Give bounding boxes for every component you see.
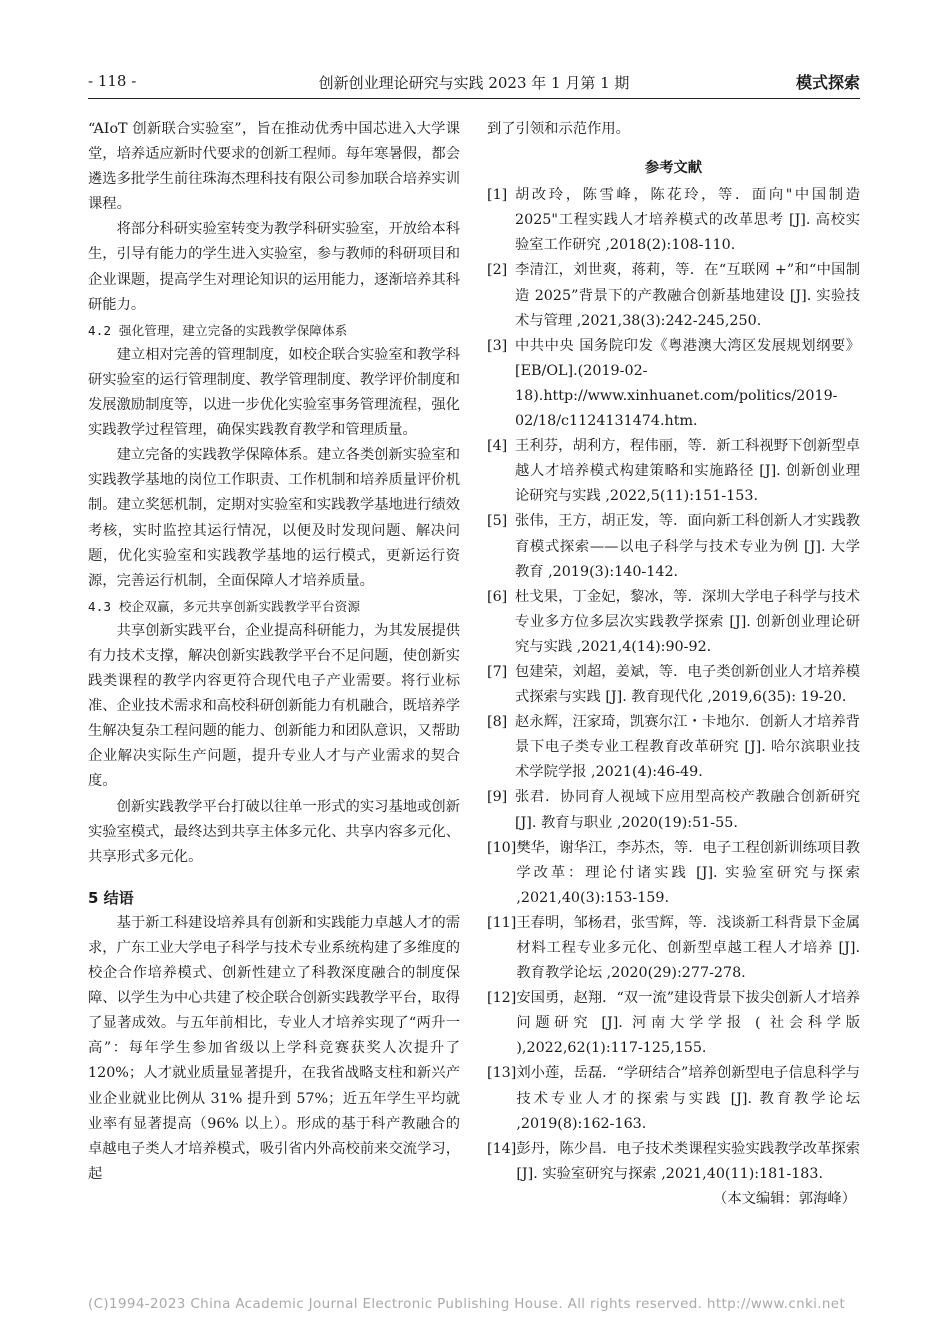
reference-number: [1] bbox=[487, 187, 508, 204]
right-column bbox=[487, 117, 860, 1212]
reference-number: [10] bbox=[487, 839, 517, 856]
reference-number: [6] bbox=[487, 588, 508, 605]
reference-text: 刘小莲，岳磊．“学研结合”培养创新型电子信息科学与技术专业人才的探索与实践 [J]. 教育教学论坛 ,2019(8):162-163. bbox=[516, 1065, 860, 1132]
reference-text: 胡改玲，陈雪峰，陈花玲，等．面向"中国制造2025"工程实践人才培养模式的改革思考 [J]. 高校实验室工作研究 ,2018(2):108-110. bbox=[515, 187, 860, 254]
paragraph: 将部分科研实验室转变为教学科研实验室，开放给本科生，引导有能力的学生进入实验室，参与教师的科研项目和企业课题，提高学生对理论知识的运用能力，逐渐培养其科研能力。 bbox=[88, 221, 460, 313]
reference-item bbox=[487, 1061, 860, 1136]
reference-text: 李清江，刘世爽，蒋莉，等．在“互联网 +”和“中国制造 2025”背景下的产教融合创新基地建设 [J]. 实验技术与管理 ,2021,38(3):242-245,250. bbox=[515, 262, 860, 329]
reference-number: [4] bbox=[487, 438, 508, 455]
page-number: - 118 - bbox=[88, 72, 137, 90]
section-heading-conclusion: 5 结语 bbox=[88, 888, 134, 907]
reference-text: 王利芬，胡利方，程伟丽，等．新工科视野下创新型卓越人才培养模式构建策略和实施路径 [J]. 创新创业理论研究与实践 ,2022,5(11):151-153. bbox=[515, 438, 860, 505]
subsection-heading-4-2: 4.2 强化管理，建立完备的实践教学保障体系 bbox=[88, 322, 348, 338]
page-header bbox=[88, 70, 860, 99]
paragraph: 基于新工科建设培养具有创新和实践能力卓越人才的需求，广东工业大学电子科学与技术专业系统构建了多维度的校企合作培养模式、创新性建立了科教深度融合的制度保障、以学生为中心共建了校企联合创新实践教学平台，取得了显著成效。与五年前相比，专业人才培养实现了“两升一高”：每年学生参加省级以上学科竞赛获奖人次提升了 120%；人才就业质量显著提升，在我省战略支柱和新兴产业企业就业比例从 31% 提升到 57%；近五年学生平均就业率有显著提高（96% 以上）。形成的基于科产教融合的卓越电子类人才培养模式，吸引省内外高校前来交流学习，起 bbox=[88, 914, 460, 1182]
reference-text: 王春明，邹杨君，张雪辉，等．浅谈新工科背景下金属材料工程专业多元化、创新型卓越工程人才培养 [J]. 教育教学论坛 ,2020(29):277-278. bbox=[516, 914, 860, 982]
references-heading: 参考文献 bbox=[644, 160, 703, 177]
reference-item bbox=[487, 585, 860, 660]
reference-number: [5] bbox=[487, 513, 508, 530]
reference-item bbox=[487, 434, 860, 509]
reference-item bbox=[487, 710, 860, 785]
reference-item bbox=[487, 258, 860, 333]
reference-text: 杜戈果，丁金妃，黎冰，等．深圳大学电子科学与技术专业多方位多层次实践教学探索 [J]. 创新创业理论研究与实践 ,2021,4(14):90-92. bbox=[515, 588, 860, 655]
reference-number: [12] bbox=[487, 990, 517, 1007]
reference-item bbox=[487, 911, 860, 986]
reference-item bbox=[487, 183, 860, 258]
subsection-heading-4-3: 4.3 校企双赢，多元共享创新实践教学平台资源 bbox=[88, 598, 361, 614]
section-title: 模式探索 bbox=[795, 73, 860, 92]
reference-item bbox=[487, 509, 860, 584]
reference-text: 赵永辉，汪家琦，凯赛尔江・卡地尔．创新人才培养背景下电子类专业工程教育改革研究 [J]. 哈尔滨职业技术学院学报 ,2021(4):46-49. bbox=[515, 714, 860, 781]
reference-number: [14] bbox=[487, 1140, 517, 1157]
reference-number: [3] bbox=[487, 337, 508, 354]
reference-text: 张君．协同育人视域下应用型高校产教融合创新研究 [J]. 教育与职业 ,2020(19):51-55. bbox=[515, 789, 860, 831]
reference-number: [8] bbox=[487, 714, 508, 731]
reference-item bbox=[487, 334, 860, 434]
reference-text: 安国勇，赵翔．“双一流”建设背景下拔尖创新人才培养问题研究 [J]. 河南大学学报 ( 社会科学版 ),2022,62(1):117-125,155. bbox=[516, 990, 860, 1057]
reference-number: [11] bbox=[487, 914, 517, 931]
reference-item bbox=[487, 986, 860, 1061]
copyright-footer: (C)1994-2023 China Academic Journal Electronic Publishing House. All rights reserved. http://www.cnki.net bbox=[88, 1296, 846, 1312]
reference-text: 中共中央 国务院印发《粤港澳大湾区发展规划纲要》[EB/OL].(2019-02-18).http://www.xinhuanet.com/politics/2019-02/18/c1124131474.htm. bbox=[515, 337, 860, 430]
paragraph: 共享创新实践平台，企业提高科研能力，为其发展提供有力技术支撑，解决创新实践教学平台不足问题，使创新实践类课程的教学内容更符合现代电子产业需要。将行业标准、企业技术需求和高校科研创新能力有机融合，既培养学生解决复杂工程问题的能力、创新能力和团队意识，又帮助企业解决实际生产问题，提升专业人才与产业需求的契合度。 bbox=[88, 622, 460, 790]
reference-text: 彭丹，陈少昌．电子技术类课程实验实践教学改革探索 [J]. 实验室研究与探索 ,2021,40(11):181-183. bbox=[516, 1140, 860, 1182]
reference-item bbox=[487, 836, 860, 911]
reference-item bbox=[487, 1137, 860, 1187]
left-column bbox=[88, 117, 460, 1187]
reference-number: [13] bbox=[487, 1065, 517, 1082]
paragraph: 创新实践教学平台打破以往单一形式的实习基地或创新实验室模式，最终达到共享主体多元化、共享内容多元化、共享形式多元化。 bbox=[88, 798, 460, 865]
reference-number: [7] bbox=[487, 663, 508, 680]
reference-text: 樊华，谢华江，李苏杰，等．电子工程创新训练项目教学改革：理论付诸实践 [J]. 实验室研究与探索 ,2021,40(3):153-159. bbox=[516, 839, 860, 906]
reference-item bbox=[487, 785, 860, 835]
journal-title: 创新创业理论研究与实践 2023 年 1 月第 1 期 bbox=[318, 74, 630, 92]
reference-text: 包建荣，刘超，姜斌，等．电子类创新创业人才培养模式探索与实践 [J]. 教育现代化 ,2019,6(35): 19-20. bbox=[515, 663, 860, 706]
reference-number: [2] bbox=[487, 262, 508, 279]
reference-number: [9] bbox=[487, 789, 508, 806]
paragraph: “AIoT 创新联合实验室”，旨在推动优秀中国芯进入大学课堂，培养适应新时代要求的创新工程师。每年寒暑假，都会遴选多批学生前往珠海杰理科技有限公司参加联合培养实训课程。 bbox=[88, 121, 460, 213]
paragraph: 建立相对完善的管理制度，如校企联合实验室和教学科研实验室的运行管理制度、教学管理制度、教学评价制度和发展激励制度等，以进一步优化实验室事务管理流程，强化实践教学过程管理，确保实践教育教学和管理质量。 bbox=[88, 346, 460, 439]
reference-item bbox=[487, 660, 860, 710]
editor-note: （本文编辑：郭海峰） bbox=[713, 1190, 856, 1207]
paragraph: 建立完备的实践教学保障体系。建立各类创新实验室和实践教学基地的岗位工作职责、工作机制和培养质量评价机制。建立奖惩机制，定期对实验室和实践教学基地进行绩效考核，实时监控其运行情况，以便及时发现问题、解决问题，优化实验室和实践教学基地的运行模式，更新运行资源，完善运行机制，全面保障人才培养质量。 bbox=[88, 447, 460, 589]
paragraph: 到了引领和示范作用。 bbox=[487, 121, 630, 137]
reference-text: 张伟，王方，胡正发，等．面向新工科创新人才实践教育模式探索——以电子科学与技术专业为例 [J]. 大学教育 ,2019(3):140-142. bbox=[515, 513, 860, 580]
